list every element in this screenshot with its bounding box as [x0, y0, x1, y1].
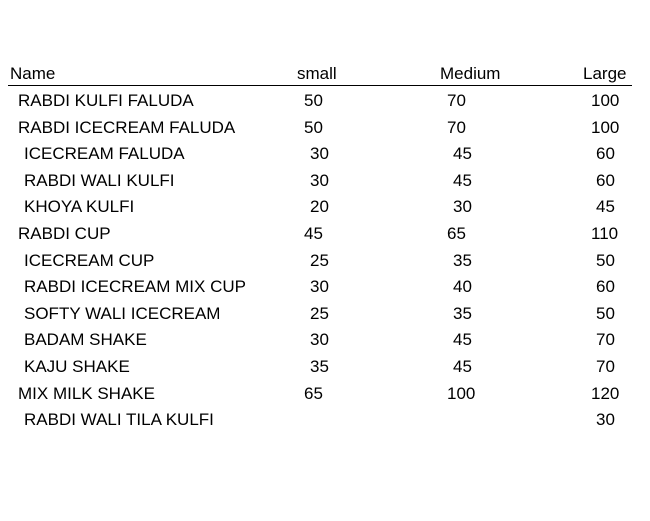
item-name: RABDI ICECREAM MIX CUP [24, 277, 246, 297]
price-small: 35 [310, 356, 329, 376]
table-row [0, 408, 650, 435]
price-small: 30 [310, 277, 329, 297]
table-row [0, 302, 650, 329]
price-small: 30 [310, 170, 329, 190]
table-row [0, 382, 650, 409]
price-large: 50 [596, 303, 615, 323]
header-medium: Medium [440, 64, 501, 83]
table-row [0, 222, 650, 249]
price-medium: 70 [447, 91, 466, 110]
price-medium: 45 [453, 170, 472, 190]
price-large: 60 [596, 170, 615, 190]
price-large: 120 [591, 383, 620, 403]
price-small: 30 [310, 330, 329, 350]
price-small: 45 [304, 223, 323, 243]
price-large: 70 [596, 356, 615, 376]
table-row [0, 89, 650, 116]
table-row [0, 355, 650, 382]
header-row [0, 62, 650, 86]
price-large: 100 [591, 91, 620, 110]
item-name: RABDI CUP [18, 223, 111, 243]
price-large: 100 [591, 117, 620, 137]
price-medium: 45 [453, 330, 472, 350]
price-medium: 30 [453, 197, 472, 217]
item-name: KAJU SHAKE [24, 356, 130, 376]
table-row [0, 275, 650, 302]
item-name: ICECREAM CUP [24, 250, 155, 270]
table-row [0, 249, 650, 276]
price-rows [0, 89, 650, 435]
item-name: RABDI ICECREAM FALUDA [18, 117, 236, 137]
price-small: 20 [310, 197, 329, 217]
item-name: ICECREAM FALUDA [24, 144, 185, 164]
header-underline [8, 85, 632, 86]
table-row [0, 328, 650, 355]
price-medium: 35 [453, 250, 472, 270]
price-small: 30 [310, 144, 329, 164]
price-large: 110 [591, 223, 619, 243]
price-small: 25 [310, 250, 329, 270]
table-row [0, 142, 650, 169]
item-name: KHOYA KULFI [24, 197, 135, 217]
price-medium: 70 [447, 117, 466, 137]
price-medium: 100 [447, 383, 476, 403]
price-large: 30 [596, 410, 615, 430]
price-small: 25 [310, 303, 329, 323]
item-name: BADAM SHAKE [24, 330, 147, 350]
item-name: MIX MILK SHAKE [18, 383, 155, 403]
price-medium: 35 [453, 303, 472, 323]
price-large: 45 [596, 197, 615, 217]
item-name: RABDI WALI KULFI [24, 170, 175, 190]
header-name: Name [10, 64, 56, 83]
price-medium: 40 [453, 277, 472, 297]
price-large: 60 [596, 144, 615, 164]
price-large: 60 [596, 277, 615, 297]
price-medium: 45 [453, 144, 472, 164]
table-row [0, 116, 650, 143]
header-large: Large [583, 64, 627, 83]
price-small: 65 [304, 383, 323, 403]
table-row [0, 169, 650, 196]
item-name: RABDI WALI TILA KULFI [24, 410, 214, 430]
item-name: RABDI KULFI FALUDA [18, 91, 194, 110]
price-medium: 65 [447, 223, 466, 243]
item-name: SOFTY WALI ICECREAM [24, 303, 221, 323]
price-small: 50 [304, 91, 323, 110]
price-medium: 45 [453, 356, 472, 376]
price-large: 70 [596, 330, 615, 350]
price-large: 50 [596, 250, 615, 270]
price-small: 50 [304, 117, 323, 137]
table-row [0, 195, 650, 222]
header-small: small [297, 64, 337, 83]
